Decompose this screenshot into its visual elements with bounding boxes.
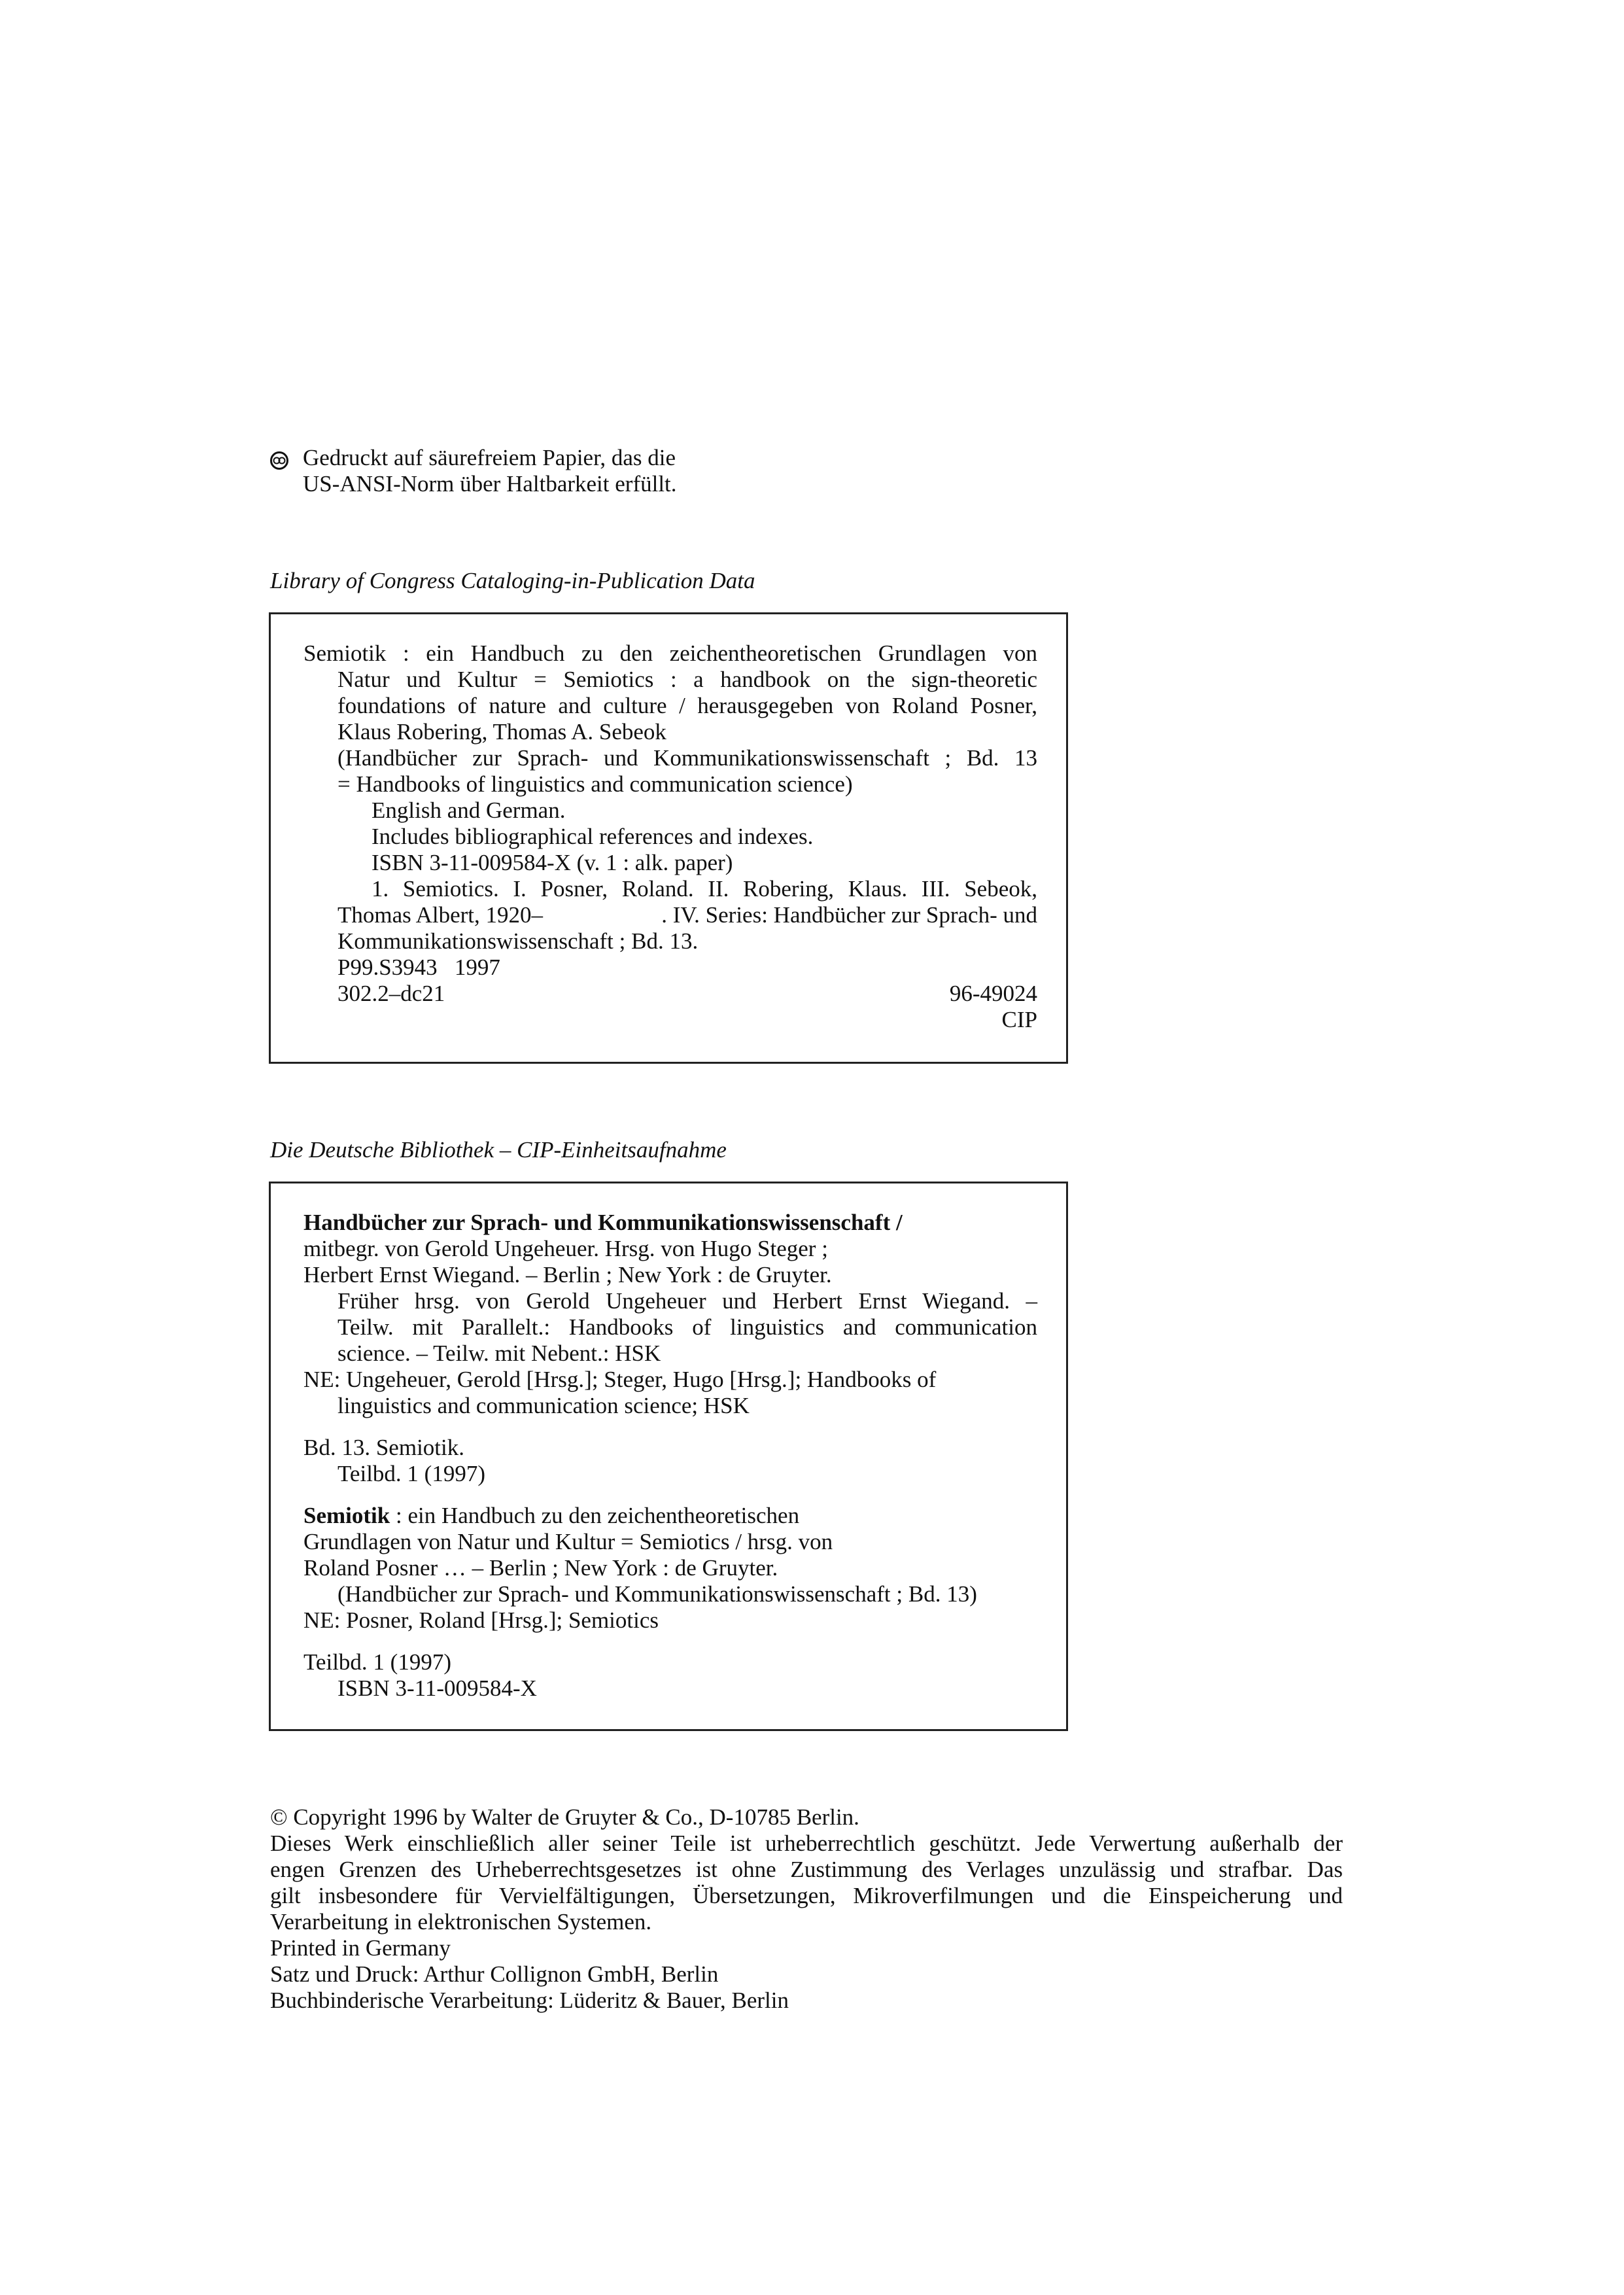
copyright-line: © Copyright 1996 by Walter de Gruyter & Co., D-10785 Berlin. [270,1804,859,1830]
dnb-line: Roland Posner … – Berlin ; New York : de Gruyter. [303,1555,778,1581]
loc-line: Kommunikationswissenschaft ; Bd. 13. [337,928,699,954]
dnb-semiotik-title: Semiotik [303,1503,390,1528]
loc-cip-label: CIP [1001,1007,1037,1032]
paper-note-line-2: US-ANSI-Norm über Haltbarkeit erfüllt. [303,471,677,497]
dnb-line: Herbert Ernst Wiegand. – Berlin ; New York : de Gruyter. [303,1262,832,1288]
dnb-isbn: ISBN 3-11-009584-X [337,1675,537,1701]
dnb-line: Teilw. mit Parallelt.: Handbooks of linguistics and communication [337,1314,1037,1340]
loc-line: foundations of nature and culture / herausgegeben von Roland Posner, [337,693,1037,718]
loc-line: ISBN 3-11-009584-X (v. 1 : alk. paper) [371,850,733,875]
dnb-line: mitbegr. von Gerold Ungeheuer. Hrsg. von Hugo Steger ; [303,1236,828,1261]
dnb-line: Teilbd. 1 (1997) [303,1649,451,1675]
loc-line: Semiotik : ein Handbuch zu den zeichentheoretischen Grundlagen von [303,640,1037,666]
dnb-line: science. – Teilw. mit Nebent.: HSK [337,1340,661,1366]
copyright-block [270,1804,1343,2014]
copyright-text: Verarbeitung in elektronischen Systemen. [270,1909,652,1935]
loc-line: = Handbooks of linguistics and communication science) [337,771,853,797]
dnb-line: Bd. 13. Semiotik. [303,1435,464,1460]
loc-heading: Library of Congress Cataloging-in-Publication Data [270,568,755,593]
loc-line: Includes bibliographical references and indexes. [371,824,814,849]
dnb-heading: Die Deutsche Bibliothek – CIP-Einheitsaufnahme [270,1137,727,1163]
dnb-line: Früher hrsg. von Gerold Ungeheuer und Herbert Ernst Wiegand. – [337,1288,1037,1314]
dnb-line: NE: Posner, Roland [Hrsg.]; Semiotics [303,1607,659,1633]
dnb-line: Grundlagen von Natur und Kultur = Semiotics / hrsg. von [303,1529,833,1554]
dnb-series-title: Handbücher zur Sprach- und Kommunikationswissenschaft / [303,1210,903,1235]
printed-in: Printed in Germany [270,1935,451,1961]
dnb-line: linguistics and communication science; HSK [337,1393,750,1418]
loc-line: Natur und Kultur = Semiotics : a handbook on the sign-theoretic [337,667,1037,692]
loc-line: English and German. [371,797,566,823]
binding-credit: Buchbinderische Verarbeitung: Lüderitz & Bauer, Berlin [270,1988,789,2013]
typesetting-credit: Satz und Druck: Arthur Collignon GmbH, Berlin [270,1961,719,1987]
loc-line-split [303,981,1037,1007]
dnb-semiotik-rest: : ein Handbuch zu den zeichentheoretischen [390,1503,800,1528]
loc-call-number: P99.S3943 1997 [337,955,500,980]
dnb-cip-box [269,1182,1068,1731]
dnb-line: (Handbücher zur Sprach- und Kommunikationswissenschaft ; Bd. 13) [337,1581,977,1607]
loc-line-part: Thomas Albert, 1920– [337,902,543,928]
loc-line-split [303,902,1037,928]
dnb-semiotik-line [303,1503,1037,1529]
loc-cip-box [269,612,1068,1064]
acid-free-paper-icon [270,451,288,470]
paper-note [270,445,1055,497]
copyright-text: engen Grenzen des Urheberrechtsgesetzes ist ohne Zustimmung des Verlages unzulässig und strafbar. Das [270,1857,1343,1882]
loc-line: (Handbücher zur Sprach- und Kommunikationswissenschaft ; Bd. 13 [337,745,1037,771]
copyright-text: gilt insbesondere für Vervielfältigungen, Übersetzungen, Mikroverfilmungen und die Einspeicherung und [270,1883,1343,1908]
paper-note-line-1: Gedruckt auf säurefreiem Papier, das die [303,445,676,470]
loc-dewey: 302.2–dc21 [337,981,445,1006]
loc-lccn: 96-49024 [949,981,1037,1006]
loc-line: 1. Semiotics. I. Posner, Roland. II. Robering, Klaus. III. Sebeok, [371,876,1037,902]
dnb-line: Teilbd. 1 (1997) [337,1461,485,1486]
loc-line: Klaus Robering, Thomas A. Sebeok [337,719,666,745]
dnb-line: NE: Ungeheuer, Gerold [Hrsg.]; Steger, Hugo [Hrsg.]; Handbooks of [303,1367,937,1392]
copyright-text: Dieses Werk einschließlich aller seiner Teile ist urheberrechtlich geschützt. Jede Verwertung außerhalb der [270,1831,1343,1856]
loc-line-part: . IV. Series: Handbücher zur Sprach- und [661,902,1037,928]
